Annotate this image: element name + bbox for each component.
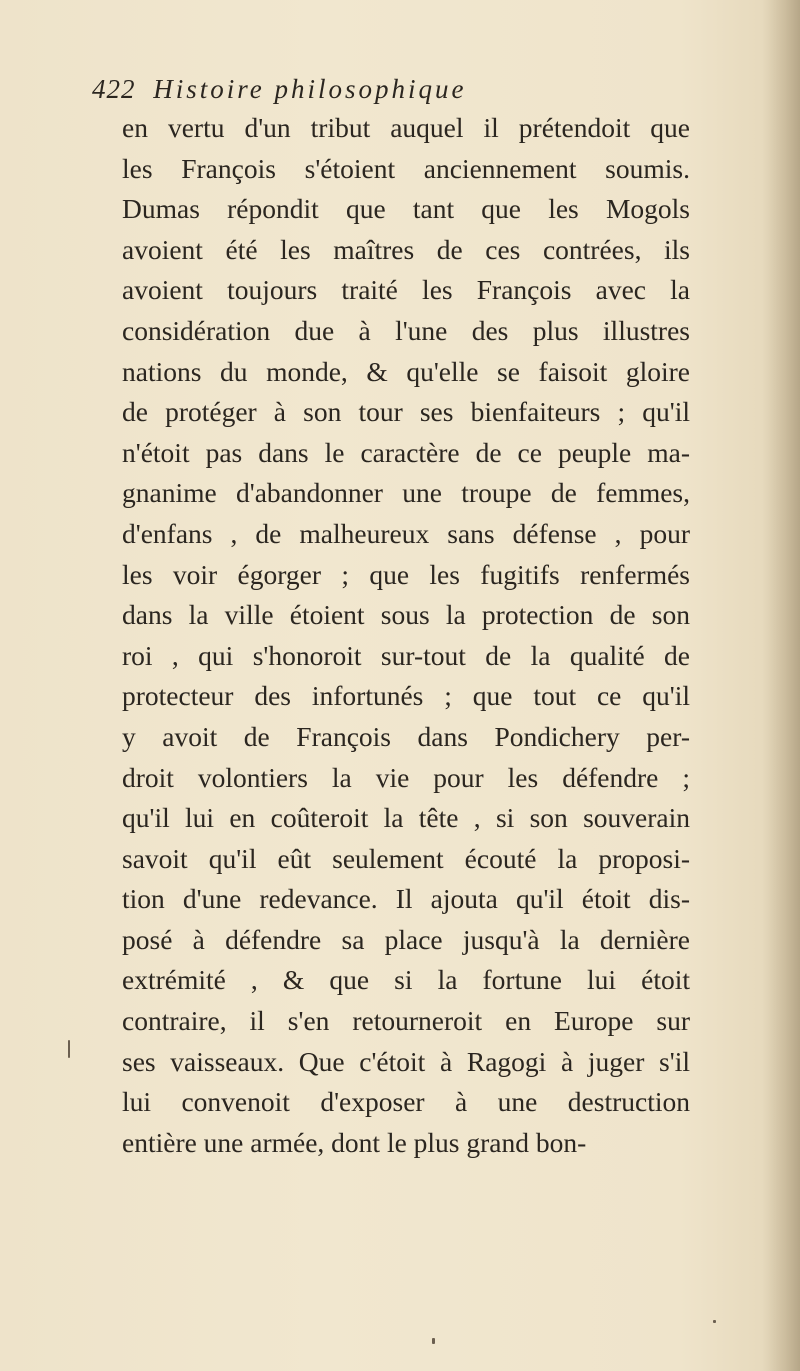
text-line: extrémité , & que si la fortune lui étoit <box>122 964 690 996</box>
text-line: avoient toujours traité les François avec la <box>122 274 690 306</box>
paper-speck <box>68 1040 70 1058</box>
text-line: gnanime d'abandonner une troupe de femmes, <box>122 477 690 509</box>
text-line: contraire, il s'en retourneroit en Europe sur <box>122 1005 690 1037</box>
text-line: en vertu d'un tribut auquel il prétendoit que <box>122 112 690 143</box>
paper-speck <box>432 1338 435 1344</box>
running-title: Histoire philosophique <box>153 74 467 104</box>
text-line: les François s'étoient anciennement soumis. <box>122 152 690 184</box>
text-line: savoit qu'il eût seulement écouté la proposi- <box>122 842 690 874</box>
text-line: lui convenoit d'exposer à une destruction <box>122 1086 690 1118</box>
text-line: tion d'une redevance. Il ajouta qu'il étoit dis- <box>122 883 690 915</box>
text-line: entière une armée, dont le plus grand bon- <box>122 1126 587 1158</box>
text-line: dans la ville étoient sous la protection de son <box>122 599 690 631</box>
text-line: n'étoit pas dans le caractère de ce peuple ma- <box>122 436 690 468</box>
text-line: protecteur des infortunés ; que tout ce qu'il <box>122 680 690 712</box>
text-line: qu'il lui en coûteroit la tête , si son souverain <box>122 802 690 834</box>
text-line: roi , qui s'honoroit sur-tout de la qualité de <box>122 639 690 671</box>
text-line: Dumas répondit que tant que les Mogols <box>122 193 690 225</box>
text-line: les voir égorger ; que les fugitifs renfermés <box>122 558 690 590</box>
text-line: nations du monde, & qu'elle se faisoit gloire <box>122 355 690 387</box>
text-line: avoient été les maîtres de ces contrées, ils <box>122 233 690 265</box>
body-text <box>122 108 690 1163</box>
page-gutter-shadow <box>762 0 800 1371</box>
text-line: de protéger à son tour ses bienfaiteurs ; qu'il <box>122 396 690 428</box>
text-line: ses vaisseaux. Que c'étoit à Ragogi à juger s'il <box>122 1045 690 1077</box>
page-number: 422 <box>92 74 136 104</box>
text-line: posé à défendre sa place jusqu'à la dernière <box>122 923 690 955</box>
running-head <box>92 74 692 108</box>
text-line: considération due à l'une des plus illustres <box>122 314 690 346</box>
text-line: y avoit de François dans Pondichery per- <box>122 720 690 752</box>
paper-speck <box>713 1320 716 1323</box>
text-line: droit volontiers la vie pour les défendre ; <box>122 761 690 793</box>
text-line: d'enfans , de malheureux sans défense , pour <box>122 517 690 549</box>
